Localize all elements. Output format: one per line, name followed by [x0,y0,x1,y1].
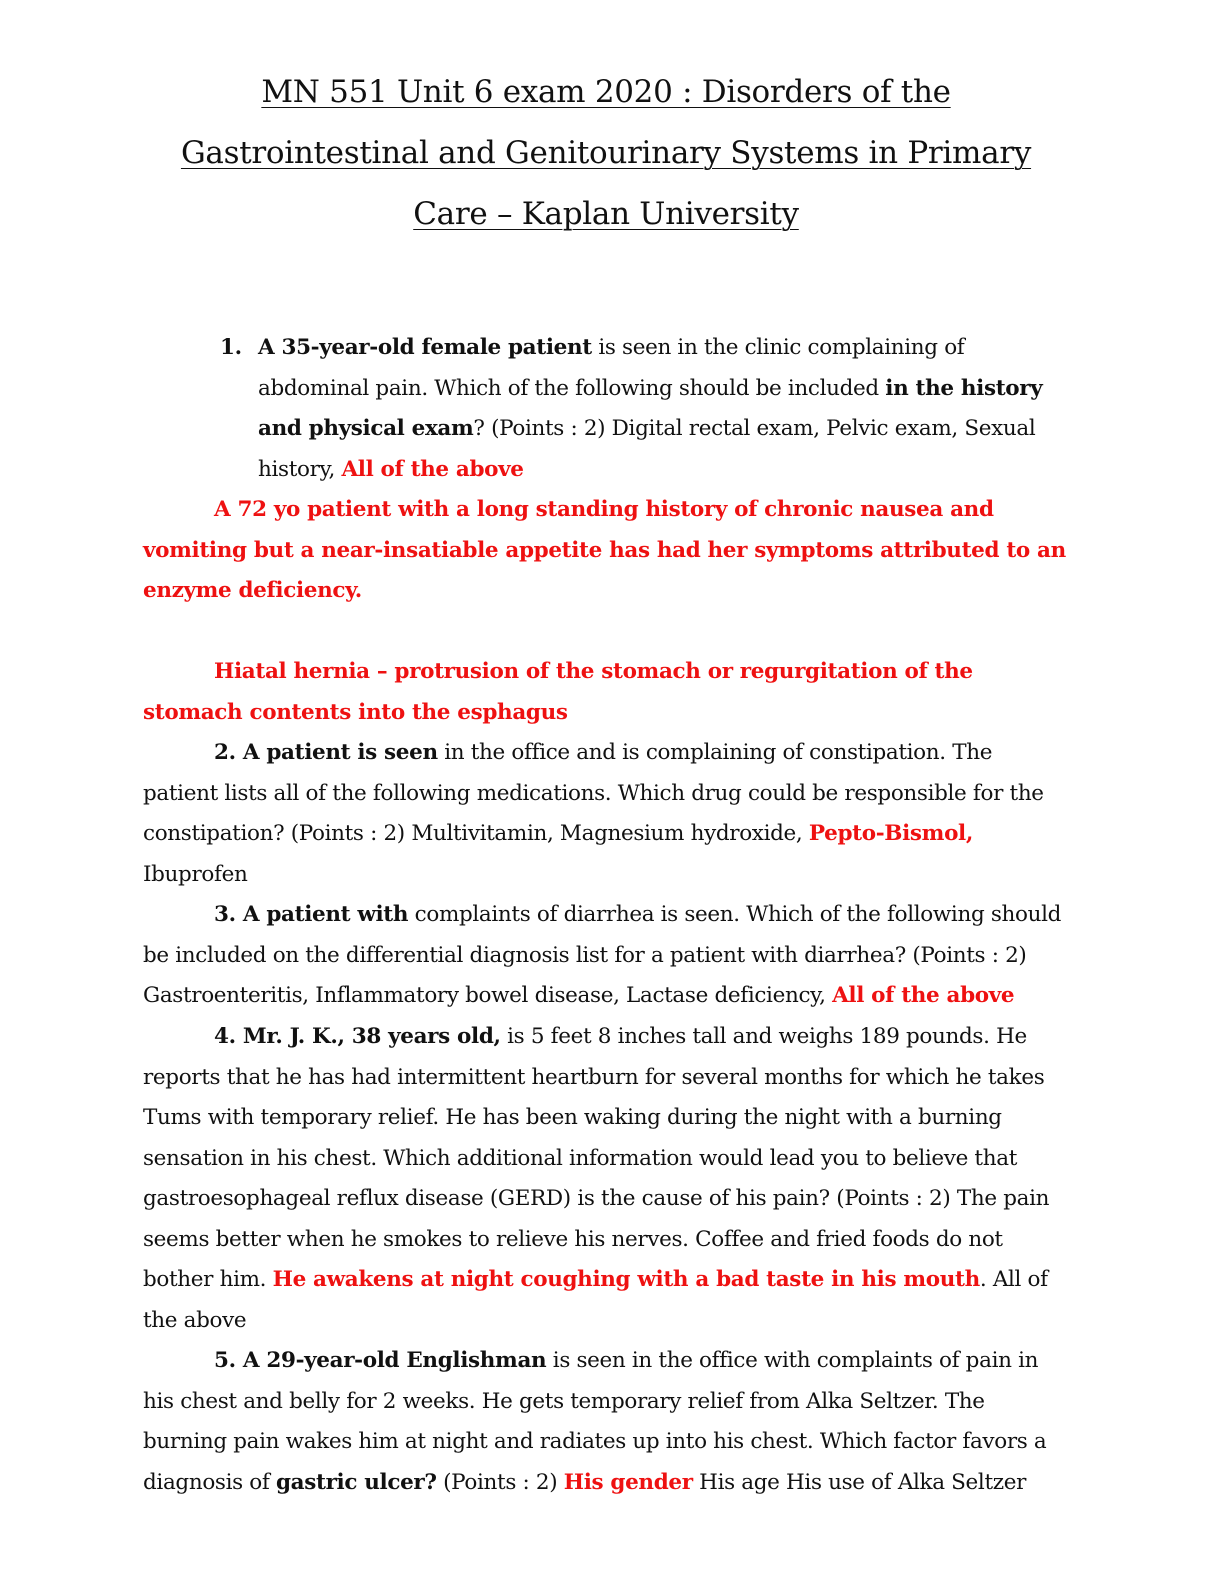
question-5-lead: 5. A 29-year-old Englishman [214,1348,547,1373]
question-5-answer: His gender [563,1469,693,1495]
question-3-answer: All of the above [832,983,1015,1008]
document-title: MN 551 Unit 6 exam 2020 : Disorders of the Gastrointestinal and Genitourinary Systems in Primary Care – Kaplan University [180,74,1032,232]
question-5-text: is seen in the office with complaints of pain in his chest and belly for 2 weeks. He gets temporary relief from Alka Seltzer. The burning pain wakes him at night and radiates up into his chest. Which factor favors a diagnosis of [143,1348,1047,1495]
question-4-answer: He awakens at night coughing with a bad taste in his mouth [272,1267,980,1292]
question-1-bold-lead: A 35-year-old female patient [258,335,592,360]
question-2-text: in the office and is complaining of constipation. The patient lists all of the following medications. Which drug could be responsible for the constipation? (Points : 2) Multivitamin, Magnesium hydroxide, [143,740,1044,846]
question-4-text-end: . All of the above [143,1267,1048,1333]
question-1-number: 1. [220,335,242,360]
question-4-text: is 5 feet 8 inches tall and weighs 189 pounds. He reports that he has had intermittent heartburn for several months for which he takes Tums with temporary relief. He has been waking during the night with a burning sensation in his chest. Which additional information would lead you to believe that gastroesophageal reflux disease (GERD) is the cause of his pain? (Points : 2) The pain seems better when he smokes to relieve his nerves. Coffee and fried foods do not bother him. [143,1024,1050,1292]
question-1-answer: All of the above [341,456,524,482]
question-4 [143,1017,1073,1341]
question-2-lead: 2. A patient is seen [214,740,438,765]
question-1-text: is seen in the clinic complaining of abdominal pain. Which of the following should be included [258,335,965,401]
question-3 [143,895,1073,1017]
question-4-lead: 4. Mr. J. K., 38 years old, [214,1024,501,1049]
question-5 [143,1341,1073,1503]
question-1-options: ? (Points : 2) Digital rectal exam, Pelvic exam, Sexual history, [258,416,1036,482]
question-5-points: (Points : 2) [436,1469,564,1495]
question-1 [220,328,1068,490]
note-hiatal-hernia: Hiatal hernia – protrusion of the stomach or regurgitation of the stomach contents into the esphagus [143,659,973,725]
question-5-text-end: His age His use of Alka Seltzer [692,1469,1027,1495]
question-2-text-end: Ibuprofen [143,861,248,887]
question-2 [143,733,1073,895]
question-5-bold-emphasis: gastric ulcer? [275,1469,437,1495]
question-3-lead: 3. A patient with [214,902,409,927]
question-2-answer: Pepto-Bismol, [808,821,974,846]
question-3-text: complaints of diarrhea is seen. Which of the following should be included on the differential diagnosis list for a patient with diarrhea? (Points : 2) Gastroenteritis, Inflammatory bowel disease, Lactase deficiency, [143,902,1062,1008]
question-1-bold-emphasis: in the history and physical exam [258,375,1043,441]
note-enzyme-deficiency: A 72 yo patient with a long standing history of chronic nausea and vomiting but a near-insatiable appetite has had her symptoms attributed to an enzyme deficiency. [143,497,1066,603]
